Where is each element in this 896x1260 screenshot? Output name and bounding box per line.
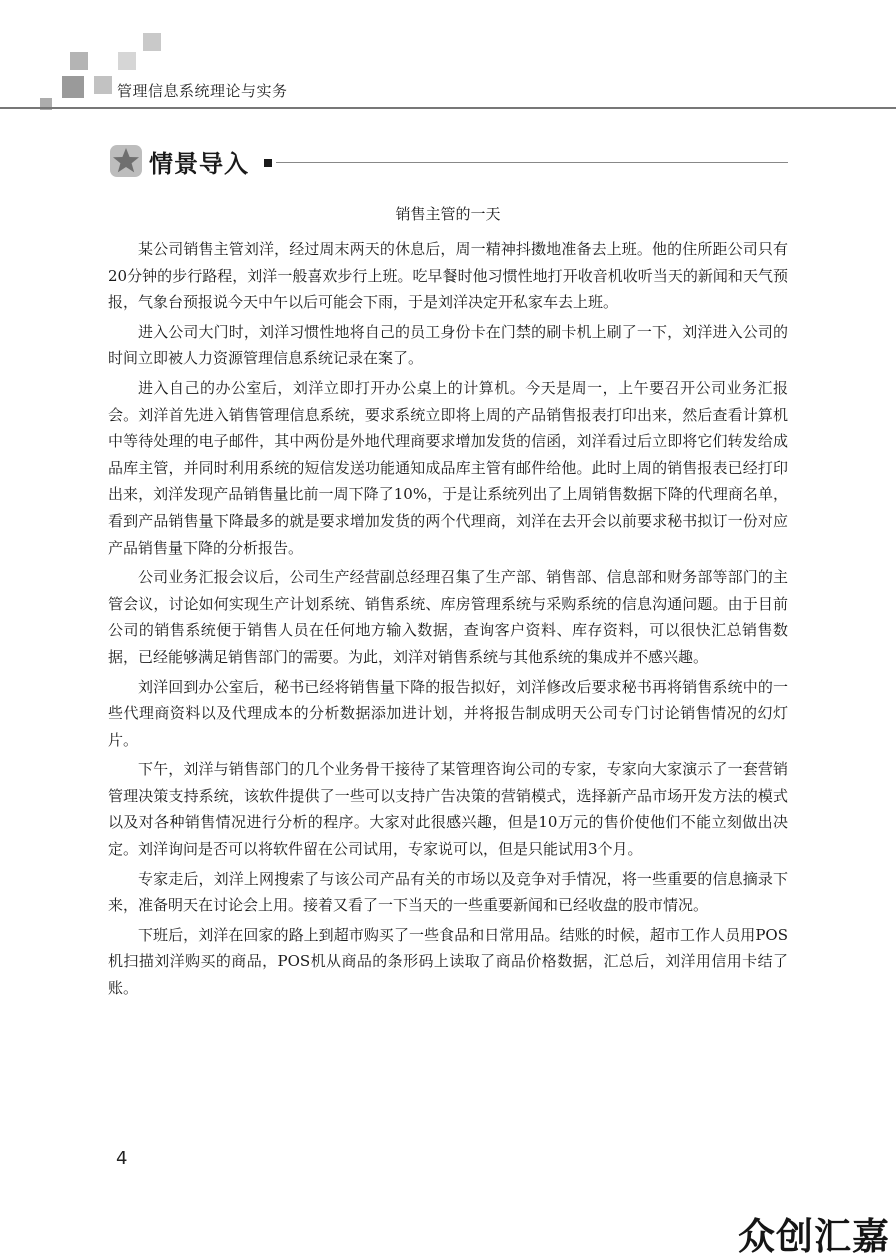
- star-icon: [108, 143, 144, 179]
- paragraph: 进入公司大门时，刘洋习惯性地将自己的员工身份卡在门禁的刷卡机上刷了一下，刘洋进入公司的时间立即被人力资源管理信息系统记录在案了。: [108, 322, 788, 368]
- book-title: 管理信息系统理论与实务: [117, 82, 288, 100]
- paragraph: 刘洋回到办公室后，秘书已经将销售量下降的报告拟好，刘洋修改后要求秘书再将销售系统中的一些代理商资料以及代理成本的分析数据添加进计划，并将报告制成明天公司专门讨论销售情况的幻灯片。: [108, 677, 788, 749]
- watermark-logo: 众创汇嘉: [738, 1215, 890, 1258]
- paragraph: 公司业务汇报会议后，公司生产经营副总经理召集了生产部、销售部、信息部和财务部等部门的主管会议，讨论如何实现生产计划系统、销售系统、库房管理系统与采购系统的信息沟通问题。由于目前公司的销售系统便于销售人员在任何地方输入数据，查询客户资料、库存资料，可以很快汇总销售数据，已经能够满足销售部门的需要。为此，刘洋对销售系统与其他系统的集成并不感兴趣。: [108, 568, 788, 666]
- paragraph: 下班后，刘洋在回家的路上到超市购买了一些食品和日常用品。结账的时候，超市工作人员用POS机扫描刘洋购买的商品，POS机从商品的条形码上读取了商品价格数据，汇总后，刘洋用信用卡结了账。: [108, 925, 788, 998]
- page-number: 4: [116, 1148, 128, 1169]
- story-body: [108, 236, 788, 1005]
- header-rule: [0, 107, 896, 109]
- section-bullet: [264, 159, 272, 167]
- section-rule: [276, 162, 788, 163]
- story-title: 销售主管的一天: [395, 205, 501, 223]
- paragraph: 下午，刘洋与销售部门的几个业务骨干接待了某管理咨询公司的专家，专家向大家演示了一套营销管理决策支持系统，该软件提供了一些可以支持广告决策的营销模式，选择新产品市场开发方法的模式以及对各种销售情况进行分析的程序。大家对此很感兴趣，但是10万元的售价使他们不能立刻做出决定。刘洋询问是否可以将软件留在公司试用，专家说可以，但是只能试用3个月。: [108, 760, 788, 859]
- paragraph: 进入自己的办公室后，刘洋立即打开办公桌上的计算机。今天是周一，上午要召开公司业务汇报会。刘洋首先进入销售管理信息系统，要求系统立即将上周的产品销售报表打印出来，然后查看计算机中等待处理的电子邮件，其中两份是外地代理商要求增加发货的信函，刘洋看过后立即将它们转发给成品库主管，并同时利用系统的短信发送功能通知成品库主管有邮件给他。此时上周的销售报表已经打印出来，刘洋发现产品销售量比前一周下降了10%，于是让系统列出了上周销售数据下降的代理商名单，看到产品销售量下降最多的就是要求增加发货的两个代理商，刘洋在去开会以前要求秘书拟订一份对应产品销售量下降的分析报告。: [108, 378, 788, 557]
- section-title: 情景导入: [149, 150, 249, 178]
- paragraph: 专家走后，刘洋上网搜索了与该公司产品有关的市场以及竞争对手情况，将一些重要的信息摘录下来，准备明天在讨论会上用。接着又看了一下当天的一些重要新闻和已经收盘的股市情况。: [108, 869, 788, 915]
- paragraph: 某公司销售主管刘洋，经过周末两天的休息后，周一精神抖擞地准备去上班。他的住所距公司只有20分钟的步行路程，刘洋一般喜欢步行上班。吃早餐时他习惯性地打开收音机收听当天的新闻和天气预报，气象台预报说今天中午以后可能会下雨，于是刘洋决定开私家车去上班。: [108, 240, 788, 312]
